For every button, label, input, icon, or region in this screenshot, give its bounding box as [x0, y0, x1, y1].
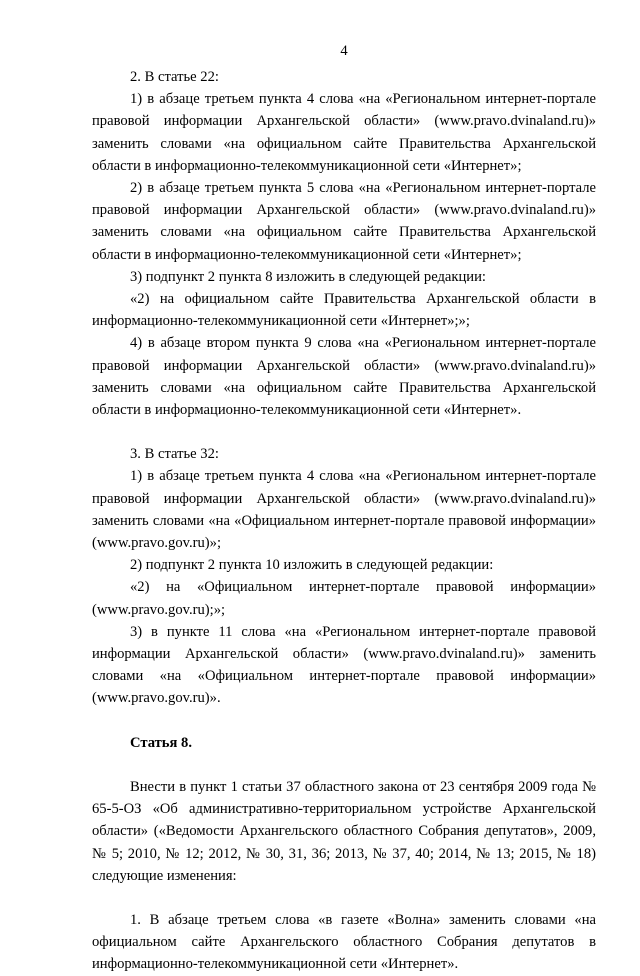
document-page — [92, 40, 596, 976]
article-22-item-4: 4) в абзаце втором пункта 9 слова «на «Региональном интернет-портале правовой информации Архангельской области» (www.pravo.dvinaland.ru)» заменить словами «на официальном сайте Правительства Архангельской области в информационно-телекоммуникационной сети «Интернет». — [92, 335, 596, 419]
article-22-item-2: 2) в абзаце третьем пункта 5 слова «на «Региональном интернет-портале правовой информации Архангельской области» (www.pravo.dvinaland.ru)» заменить словами «на официальном сайте Правительства Архангельской области в информационно-телекоммуникационной сети «Интернет»; — [92, 180, 596, 263]
article-8-title: Статья 8. — [130, 734, 192, 751]
article-32-item-1: 1) в абзаце третьем пункта 4 слова «на «Региональном интернет-портале правовой информации Архангельской области» (www.pravo.dvinaland.ru)» заменить словами «на «Официальном интернет-портале правовой информации» (www.pravo.gov.ru)»; — [92, 468, 596, 552]
article-8-item-1: 1. В абзаце третьем слова «в газете «Волна» заменить словами «на официальном сайте Архангельского областного Собрания депутатов в информационно-телекоммуникационной сети «Интернет». — [92, 911, 596, 973]
article-22-item-3-text: «2) на официальном сайте Правительства Архангельской области в информационно-телекоммуникационной сети «Интернет»;»; — [92, 291, 596, 330]
article-22-heading: 2. В статье 22: — [130, 69, 219, 85]
page-number: 4 — [340, 43, 348, 59]
article-32-item-2-text: «2) на «Официальном интернет-портале правовой информации» (www.pravo.gov.ru);»; — [92, 579, 596, 618]
article-8-intro: Внести в пункт 1 статьи 37 областного закона от 23 сентября 2009 года № 65-5-ОЗ «Об административно-территориальном устройстве Архангельской области» («Ведомости Архангельского областного Собрания депутатов», 2009, № 5; 2010, № 12; 2012, № 30, 31, 36; 2013, № 37, 40; 2014, № 13; 2015, № 18) следующие изменения: — [92, 778, 596, 884]
article-32-heading: 3. В статье 32: — [130, 446, 219, 463]
article-32-item-2: 2) подпункт 2 пункта 10 изложить в следующей редакции: — [130, 557, 494, 574]
article-22-item-3: 3) подпункт 2 пункта 8 изложить в следующей редакции: — [130, 268, 486, 285]
article-22-item-1: 1) в абзаце третьем пункта 4 слова «на «Региональном интернет-портале правовой информации Архангельской области» (www.pravo.dvinaland.ru)» заменить словами «на официальном сайте Правительства Архангельской области в информационно-телекоммуникационной сети «Интернет»; — [92, 91, 596, 174]
article-32-item-3: 3) в пункте 11 слова «на «Региональном интернет-портале правовой информации Архангельской области» (www.pravo.dvinaland.ru)» заменить словами «на «Официальном интернет-портале правовой информации» (www.pravo.gov.ru)». — [92, 623, 596, 707]
